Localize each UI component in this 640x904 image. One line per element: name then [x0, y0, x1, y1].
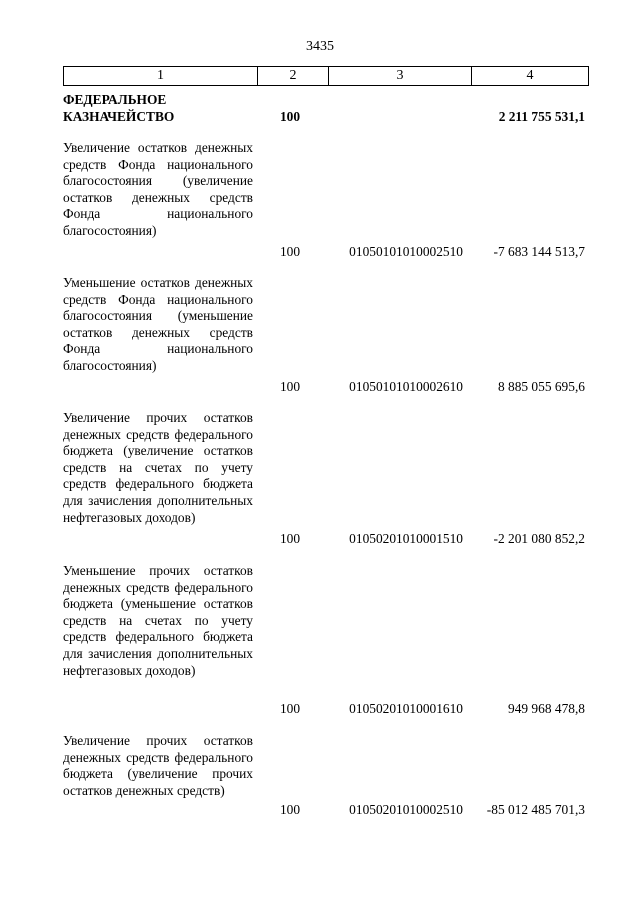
row-kbk-code: 01050101010002610 — [349, 379, 463, 394]
table-row — [63, 140, 585, 265]
row-amount: 949 968 478,8 — [508, 701, 585, 716]
column-header-table — [63, 66, 589, 86]
row-admin-code: 100 — [279, 701, 301, 716]
row-kbk-code: 01050201010002510 — [349, 802, 463, 817]
row-kbk-code: 01050101010002510 — [349, 244, 463, 259]
row-description: Уменьшение остатков денежных средств Фонда национального благосостояния (уменьшение остатков денежных средств Фонда национального благосостояния) — [63, 275, 253, 373]
column-header-1: 1 — [64, 67, 258, 86]
row-amount: -7 683 144 513,7 — [493, 244, 585, 259]
table-row — [63, 563, 585, 718]
table-row — [63, 410, 585, 550]
row-amount: 8 885 055 695,6 — [497, 379, 585, 394]
row-description: ФЕДЕРАЛЬНОЕ КАЗНАЧЕЙСТВО — [63, 92, 175, 124]
column-header-3: 3 — [329, 67, 472, 86]
row-amount: 2 211 755 531,1 — [498, 109, 585, 124]
row-description: Увеличение прочих остатков денежных средств федерального бюджета (увеличение остатков средств на счетах по учету средств федерального бюджета для зачисления дополнительных нефтегазовых доходов) — [63, 410, 253, 525]
row-amount: -2 201 080 852,2 — [493, 531, 585, 546]
row-description: Увеличение остатков денежных средств Фонда национального благосостояния (увеличение остатков денежных средств Фонда национального благосостояния) — [63, 140, 253, 238]
column-header-row — [64, 67, 589, 86]
row-kbk-code: 01050201010001610 — [349, 701, 463, 716]
row-description: Уменьшение прочих остатков денежных средств федерального бюджета (уменьшение остатков средств на счетах по учету средств федерального бюджета для зачисления дополнительных нефтегазовых доходов) — [63, 563, 253, 678]
row-admin-code: 100 — [279, 531, 301, 546]
row-admin-code: 100 — [279, 244, 301, 259]
page-number: 3435 — [306, 39, 334, 54]
table-row-federal-treasury — [63, 92, 585, 132]
row-amount: -85 012 485 701,3 — [486, 802, 585, 817]
row-admin-code: 100 — [279, 379, 301, 394]
row-admin-code: 100 — [279, 802, 301, 817]
row-description: Увеличение прочих остатков денежных средств федерального бюджета (увеличение прочих остатков денежных средств) — [63, 733, 253, 798]
table-row — [63, 275, 585, 400]
column-header-2: 2 — [258, 67, 329, 86]
column-header-4: 4 — [472, 67, 589, 86]
row-admin-code: 100 — [279, 109, 301, 124]
table-row — [63, 733, 585, 823]
row-kbk-code: 01050201010001510 — [349, 531, 463, 546]
